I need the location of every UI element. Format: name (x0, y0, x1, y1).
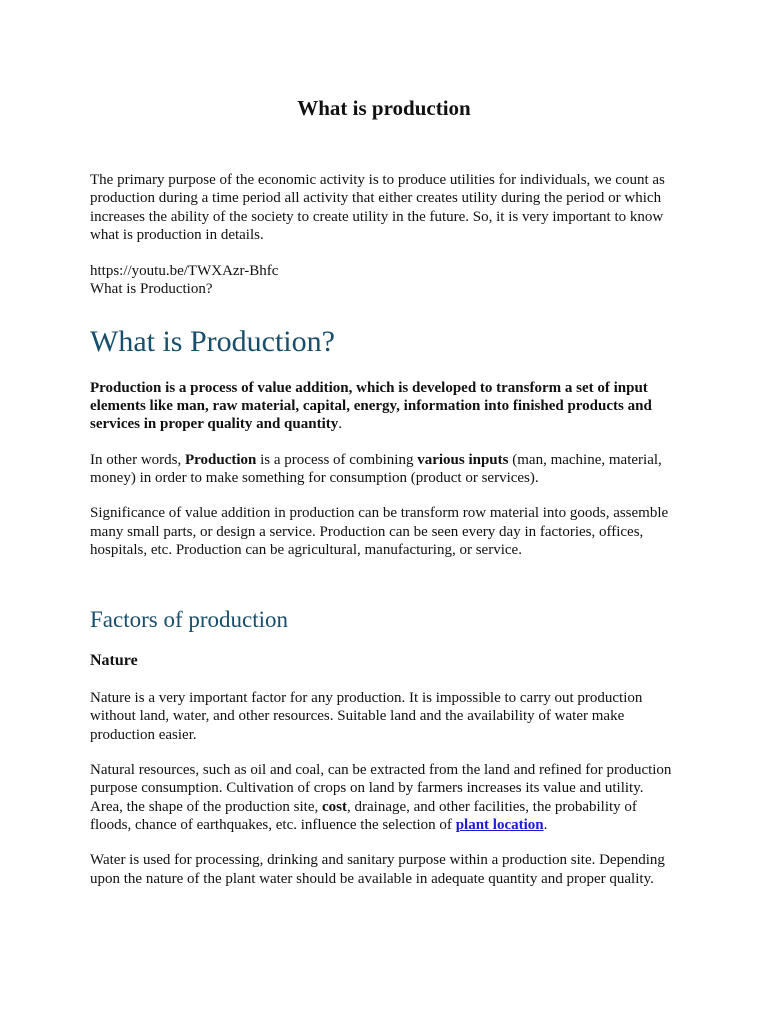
nature-p2-tail: . (543, 816, 548, 833)
nature-paragraph-2 (90, 761, 678, 834)
other-words-term: Production (184, 451, 257, 468)
nature-p2-bold: cost (322, 798, 348, 815)
significance-paragraph: Significance of value addition in production can be transform row material into goods, assemble many small parts, or design a service. Production can be seen every day in factories, offices, hospitals, etc. Production can be agricultural, manufacturing, or service. (90, 505, 669, 558)
document-title: What is production (297, 96, 471, 120)
definition-period: . (338, 416, 342, 433)
definition-text: Production is a process of value addition, which is developed to transform a set of input elements like man, raw material, capital, energy, information into finished products and services in proper quality and quantity (90, 379, 652, 433)
nature-paragraph-1: Nature is a very important factor for any production. It is impossible to carry out production without land, water, and other resources. Suitable land and the availability of water make production easier. (90, 690, 643, 743)
other-words-mid: is a process of combining (256, 451, 418, 468)
section-heading-factors: Factors of production (90, 607, 289, 633)
nature-p2-mid: , drainage, and other facilities, the probability of floods, chance of earthquakes, etc. influence the selection of (90, 798, 637, 833)
other-words-term2: various inputs (417, 451, 509, 468)
nature-p2-lead: Natural resources, such as oil and coal, can be extracted from the land and refined for production purpose consumption. Cultivation of crops on land by farmers increases its value and utility. Area, the shape of the production site, (90, 762, 672, 815)
nature-paragraph-3: Water is used for processing, drinking and sanitary purpose within a production site. Depending upon the nature of the plant water should be available in adequate quantity and proper quality. (90, 852, 665, 887)
section-heading-what-is-production: What is Production? (90, 324, 335, 358)
other-words-tail: (man, machine, material, money) in order to make something for consumption (product or services). (90, 451, 662, 486)
video-url[interactable]: https://youtu.be/TWXAzr-Bhfc (90, 263, 279, 280)
video-caption: What is Production? (90, 281, 213, 298)
plant-location-link[interactable]: plant location (455, 816, 544, 833)
other-words-lead: In other words, (90, 451, 185, 468)
subheading-nature: Nature (90, 652, 138, 670)
intro-paragraph: The primary purpose of the economic activity is to produce utilities for individuals, we count as production during a time period all activity that either creates utility during the period or which increases the ability of the society to create utility in the future. So, it is very important to know what is production in details. (90, 172, 665, 243)
video-link-block (90, 262, 678, 299)
other-words-paragraph (90, 451, 678, 488)
definition-paragraph (90, 379, 678, 434)
